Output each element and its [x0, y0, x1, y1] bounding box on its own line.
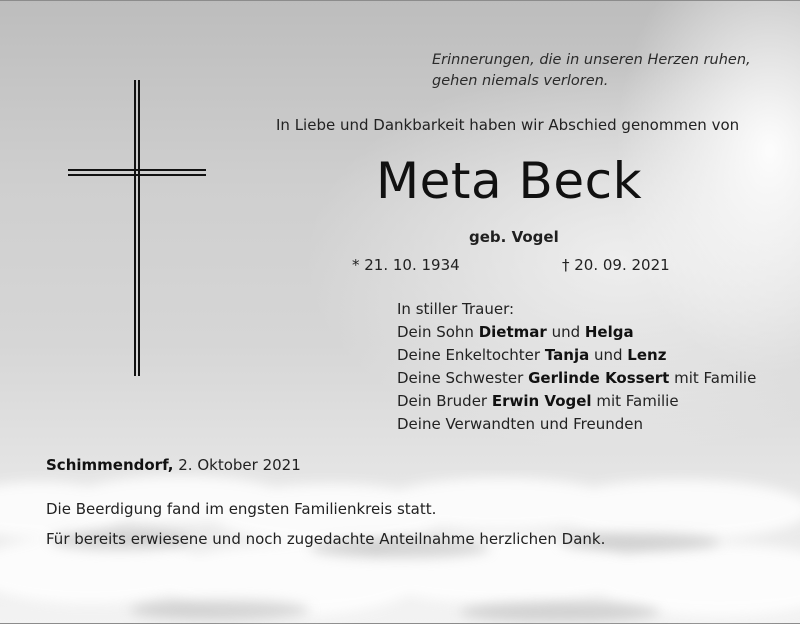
date: 2. Oktober 2021 [173, 456, 301, 474]
mourner-row [397, 344, 756, 367]
cross-horizontal-bar [68, 169, 206, 171]
funeral-note: Die Beerdigung fand im engsten Familienkreis statt. [46, 500, 437, 518]
mourner-text: und [589, 346, 628, 364]
thanks-note: Für bereits erwiesene und noch zugedachte Anteilnahme herzlichen Dank. [46, 530, 606, 548]
mourner-name: Erwin Vogel [491, 392, 592, 410]
mourner-text: mit Familie [591, 392, 679, 410]
cross-vertical-bar [134, 80, 136, 376]
memorial-quote [432, 50, 772, 92]
mourner-text: Dein Sohn [397, 323, 479, 341]
place-and-date [46, 456, 301, 474]
mourner-name: Helga [584, 323, 634, 341]
mourner-text: Dein Bruder [397, 392, 492, 410]
mourner-text: mit Familie [669, 369, 757, 387]
deceased-name: Meta Beck [376, 152, 643, 210]
mourner-name: Gerlinde Kossert [528, 369, 670, 387]
double-line-cross-icon [66, 80, 208, 380]
mourner-name: Dietmar [478, 323, 547, 341]
intro-text: In Liebe und Dankbarkeit haben wir Abschied genommen von [276, 116, 740, 134]
mourner-text: und [546, 323, 585, 341]
mourner-row [397, 390, 756, 413]
death-date: † 20. 09. 2021 [562, 256, 670, 274]
mourner-text: Deine Verwandten und Freunden [397, 415, 643, 433]
mourner-row [397, 367, 756, 390]
mourner-text: Deine Enkeltochter [397, 346, 545, 364]
mourners-heading: In stiller Trauer: [397, 300, 515, 318]
mourner-text: Deine Schwester [397, 369, 529, 387]
mourner-row [397, 321, 756, 344]
mourners-list [397, 298, 756, 436]
quote-line-2: gehen niemals verloren. [432, 73, 609, 89]
mourner-row [397, 413, 756, 436]
quote-line-1: Erinnerungen, die in unseren Herzen ruhen, [432, 52, 751, 68]
mourner-name: Lenz [627, 346, 667, 364]
maiden-name: geb. Vogel [469, 228, 559, 246]
mourner-name: Tanja [544, 346, 590, 364]
birth-date: * 21. 10. 1934 [352, 256, 460, 274]
place: Schimmendorf, [46, 456, 174, 474]
top-border [0, 0, 800, 1]
